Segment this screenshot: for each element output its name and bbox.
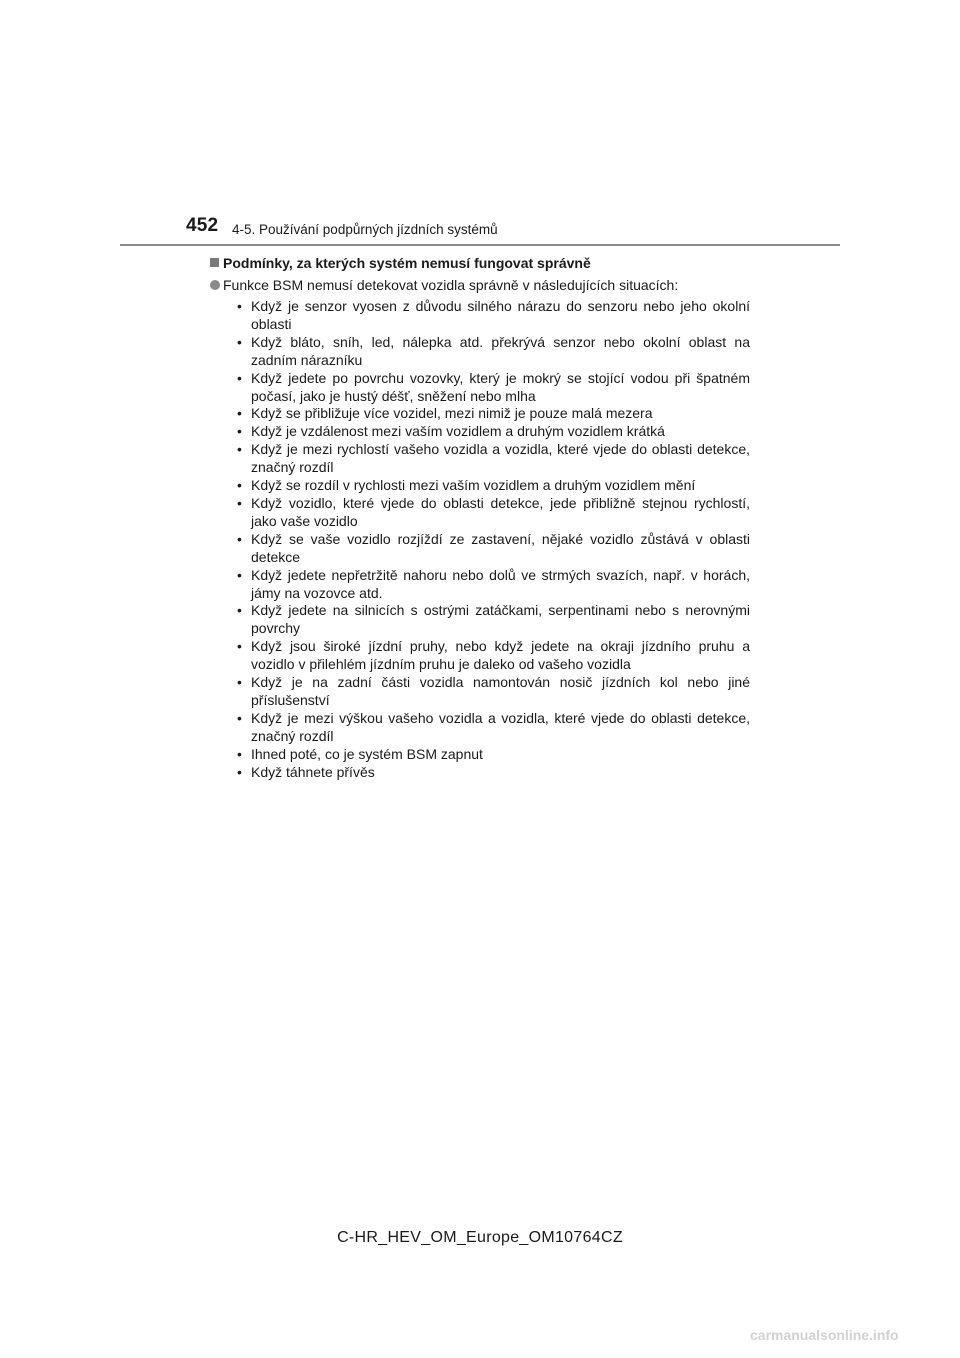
page-number: 452 (186, 215, 219, 236)
list-item-text: Když je senzor vyosen z důvodu silného nárazu do senzoru nebo jeho okolní oblasti (251, 298, 750, 332)
dot-bullet-icon: • (237, 477, 242, 494)
list-item-text: Když bláto, sníh, led, nálepka atd. překrývá senzor nebo okolní oblast na zadním nárazníku (251, 333, 750, 368)
dot-bullet-icon: • (237, 602, 242, 619)
list-item-text: Když se rozdíl v rychlosti mezi vaším vozidlem a druhým vozidlem mění (251, 477, 696, 494)
dot-bullet-icon: • (237, 566, 242, 583)
list-item-text: Když je mezi rychlostí vašeho vozidla a vozidla, které vjede do oblasti detekce, značný rozdíl (251, 441, 750, 476)
list-item (236, 674, 750, 710)
header-divider (120, 244, 840, 246)
list-item (236, 602, 750, 638)
dot-bullet-icon: • (237, 494, 242, 511)
list-item (236, 477, 750, 495)
list-item-text: Když jedete po povrchu vozovky, který je mokrý se stojící vodou při špatném počasí, jako je hustý déšť, sněžení nebo mlha (251, 369, 750, 404)
list-item-text: Když táhnete přívěs (251, 763, 375, 780)
list-item-text: Když je na zadní části vozidla namontován nosič jízdních kol nebo jiné příslušenství (251, 674, 750, 708)
list-item-text: Když se vaše vozidlo rozjíždí ze zastavení, nějaké vozidlo zůstává v oblasti detekce (251, 530, 750, 565)
list-item-text: Ihned poté, co je systém BSM zapnut (251, 745, 483, 762)
dot-bullet-icon: • (237, 441, 242, 458)
list-item (236, 495, 750, 531)
chapter-title: 4-5. Používání podpůrných jízdních systémů (232, 222, 498, 237)
list-item-text: Když jedete na silnicích s ostrými zatáčkami, serpentinami nebo s nerovnými povrchy (251, 602, 750, 637)
list-item (236, 423, 750, 441)
lead-item (210, 277, 750, 293)
square-bullet-icon (210, 258, 219, 267)
list-item (236, 334, 750, 370)
list-item (236, 405, 750, 423)
list-item (236, 567, 750, 603)
dot-bullet-icon: • (237, 405, 242, 422)
dot-bullet-icon: • (237, 763, 242, 780)
list-item-text: Když vozidlo, které vjede do oblasti detekce, jede přibližně stejnou rychlostí, jako vaše vozidlo (251, 494, 750, 529)
list-item (236, 370, 750, 406)
dot-bullet-icon: • (237, 674, 242, 691)
dot-bullet-icon: • (237, 638, 242, 655)
conditions-list (236, 298, 750, 781)
list-item (236, 531, 750, 567)
list-item (236, 746, 750, 764)
dot-bullet-icon: • (237, 745, 242, 762)
dot-bullet-icon: • (237, 333, 242, 350)
dot-bullet-icon: • (237, 530, 242, 547)
section-heading (210, 255, 591, 271)
list-item-text: Když se přibližuje více vozidel, mezi nimiž je pouze malá mezera (251, 405, 653, 422)
section-heading-text: Podmínky, za kterých systém nemusí fungovat správně (223, 255, 591, 271)
list-item-text: Když je vzdálenost mezi vaším vozidlem a druhým vozidlem krátká (251, 423, 665, 440)
list-item-text: Když jedete nepřetržitě nahoru nebo dolů ve strmých svazích, např. v horách, jámy na vozovce atd. (251, 566, 750, 601)
list-item (236, 441, 750, 477)
dot-bullet-icon: • (237, 423, 242, 440)
lead-item-text: Funkce BSM nemusí detekovat vozidla správně v následujících situacích: (223, 277, 679, 293)
dot-bullet-icon: • (237, 298, 242, 314)
dot-bullet-icon: • (237, 709, 242, 726)
document-code: C-HR_HEV_OM_Europe_OM10764CZ (337, 1229, 623, 1246)
circle-bullet-icon (210, 280, 220, 290)
list-item (236, 710, 750, 746)
list-item-text: Když je mezi výškou vašeho vozidla a vozidla, které vjede do oblasti detekce, značný rozdíl (251, 709, 750, 744)
list-item (236, 638, 750, 674)
watermark: carmanualsonline.info (750, 1327, 899, 1343)
list-item (236, 764, 750, 782)
list-item-text: Když jsou široké jízdní pruhy, nebo když jedete na okraji jízdního pruhu a vozidlo v přilehlém jízdním pruhu je daleko od vašeho vozidla (251, 638, 750, 673)
dot-bullet-icon: • (237, 369, 242, 386)
list-item (236, 298, 750, 334)
